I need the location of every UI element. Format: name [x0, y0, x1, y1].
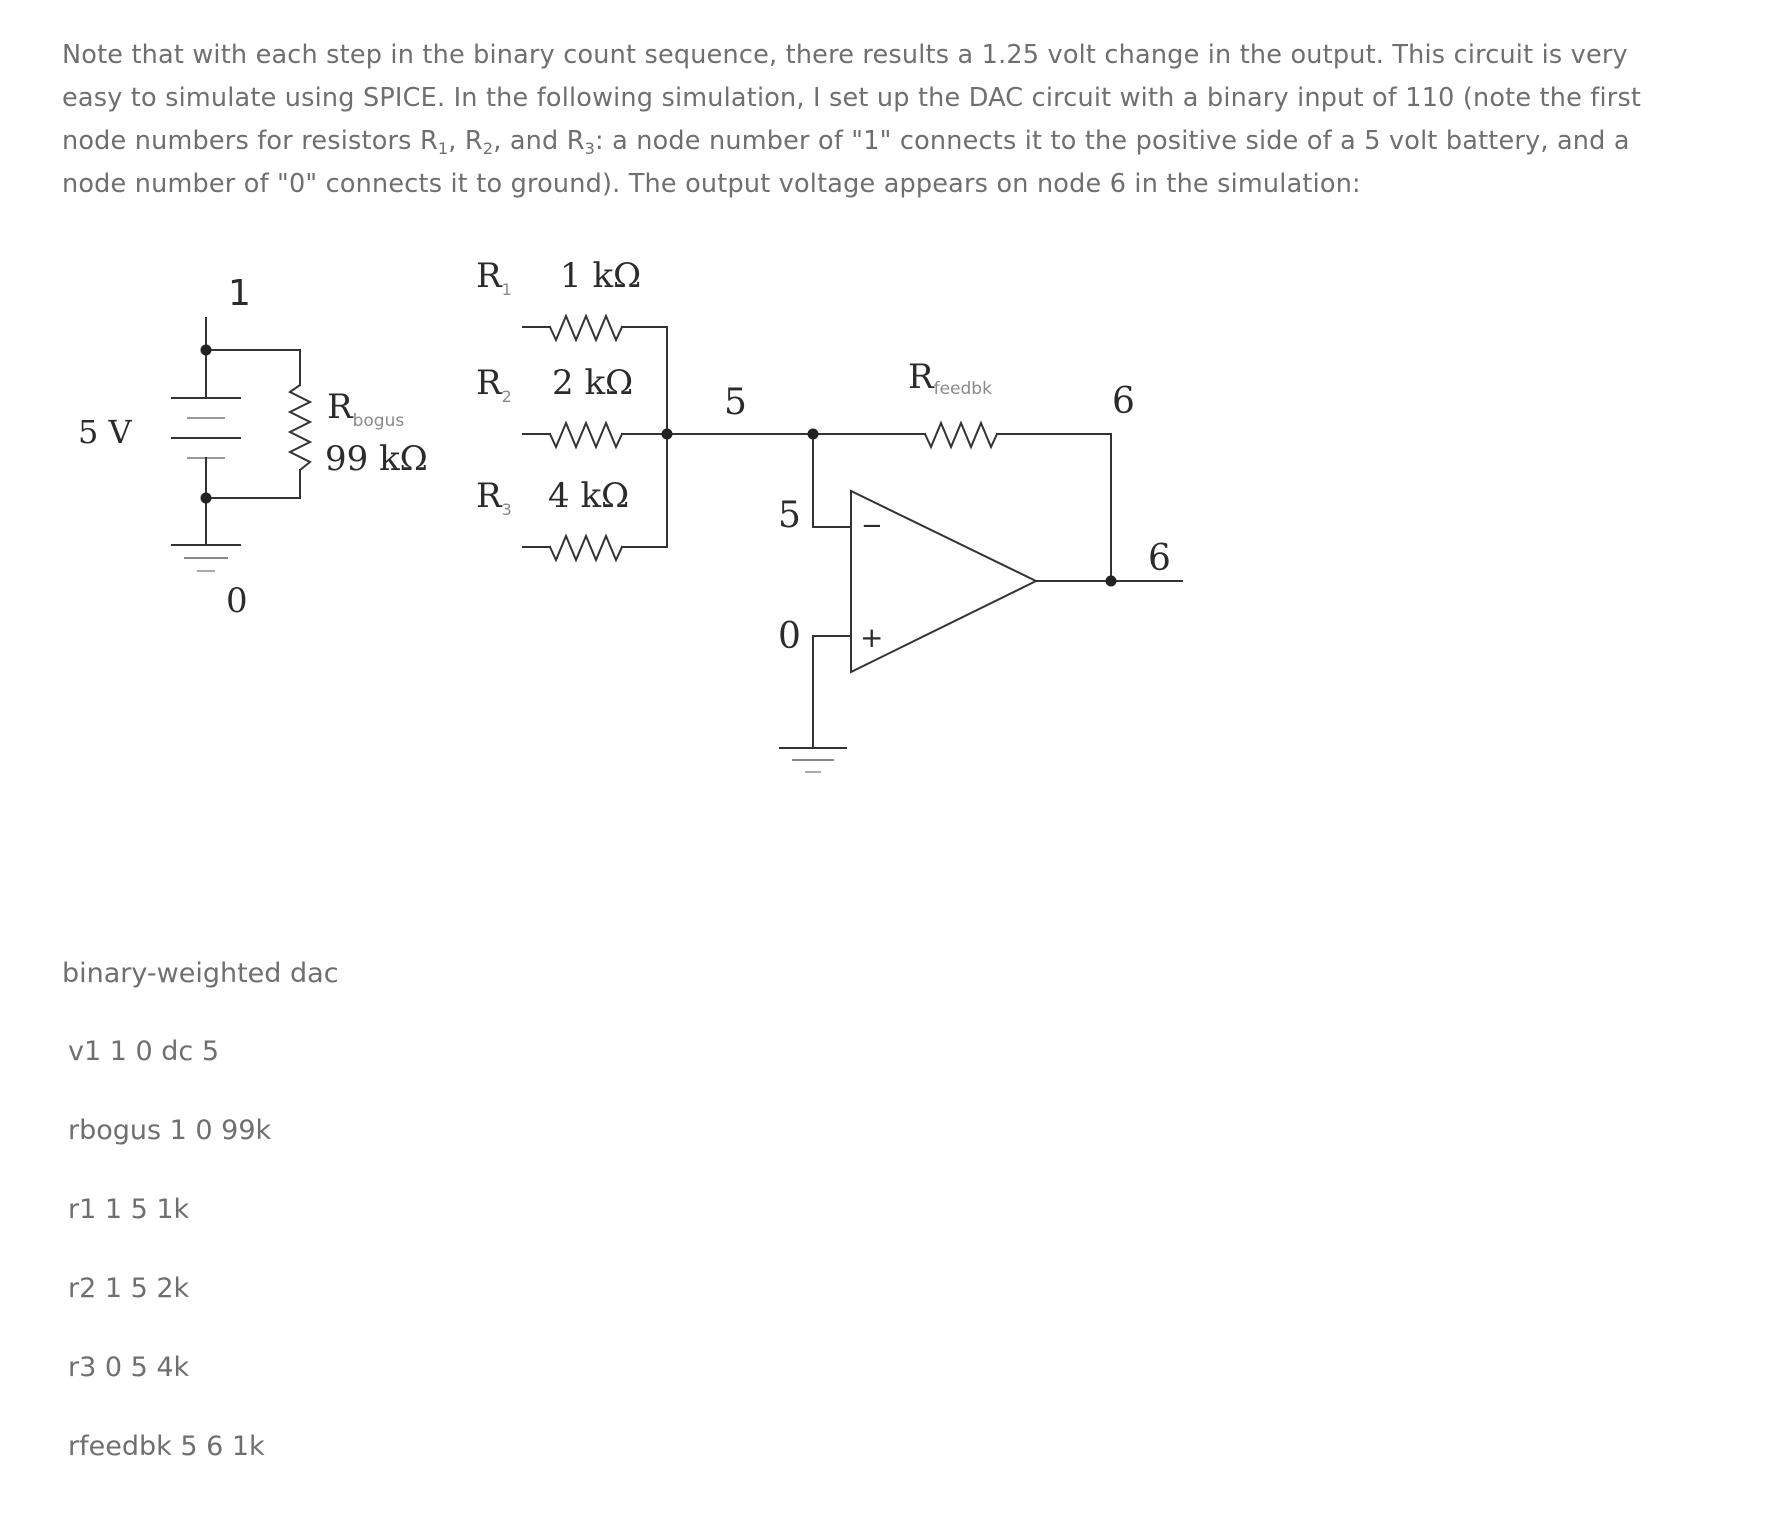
- r2-sub: 2: [501, 387, 512, 406]
- paragraph-line-3-part-d: : a node number of "1" connects it to the positive side of a 5 volt battery, and a: [595, 126, 1630, 156]
- rfeedbk-resistor-symbol: [925, 423, 997, 447]
- battery-voltage-label: 5 V: [78, 413, 132, 451]
- rfeedbk-designator: [908, 357, 992, 399]
- rbogus-designator: [327, 387, 404, 431]
- rbogus-subscript: bogus: [352, 411, 405, 431]
- r1-value-label: 1 kΩ: [560, 256, 642, 296]
- netlist-title: binary-weighted dac: [62, 958, 339, 989]
- node-0-input-label: 0: [778, 616, 801, 657]
- opamp-plus-sign: +: [860, 621, 884, 654]
- battery-ground-symbol: [172, 545, 240, 571]
- r2-value-label: 2 kΩ: [552, 363, 634, 403]
- r2-r: R: [476, 363, 502, 403]
- junction-node-0: [201, 493, 212, 504]
- junction-node-1: [201, 345, 212, 356]
- r3-subscript: 3: [584, 139, 596, 158]
- r3-sub: 3: [501, 500, 512, 519]
- node-5-top-label: 5: [724, 382, 747, 423]
- junction-summing: [662, 429, 673, 440]
- node-1-label: 1: [228, 273, 251, 314]
- r3-designator: [476, 476, 512, 519]
- netlist-line: v1 1 0 dc 5: [68, 1036, 220, 1067]
- netlist-line: rbogus 1 0 99k: [68, 1115, 272, 1146]
- r3-r: R: [476, 476, 502, 516]
- opamp-minus-sign: −: [861, 511, 883, 541]
- r1-r: R: [476, 256, 502, 296]
- rbogus-r: R: [327, 387, 353, 427]
- battery-symbol: [172, 398, 240, 458]
- r1-sub: 1: [501, 280, 512, 299]
- opamp-ground-symbol: [780, 748, 846, 772]
- rfeedbk-subscript: feedbk: [933, 379, 992, 399]
- feedback-path: [813, 423, 1111, 581]
- junction-node-5: [808, 429, 819, 440]
- node-6-output-label: 6: [1148, 538, 1171, 579]
- node-5-input-label: 5: [778, 495, 801, 536]
- rbogus-value-label: 99 kΩ: [325, 439, 428, 479]
- netlist-line: rfeedbk 5 6 1k: [68, 1431, 265, 1462]
- r1-designator: [476, 256, 512, 299]
- battery-node-0-label: 0: [226, 581, 248, 621]
- r3-value-label: 4 kΩ: [548, 476, 630, 516]
- paragraph-line-2: easy to simulate using SPICE. In the following simulation, I set up the DAC circuit with a binary input of 110 (note the first: [62, 83, 1642, 113]
- paragraph-line-3-part-b: , R: [448, 126, 483, 156]
- r2-subscript: 2: [482, 139, 494, 158]
- junction-node-6: [1106, 576, 1117, 587]
- paragraph-line-1: Note that with each step in the binary count sequence, there results a 1.25 volt change in the output. This circuit is very: [62, 40, 1628, 70]
- r1-resistor-symbol: [550, 316, 622, 340]
- r2-resistor-symbol: [550, 423, 622, 447]
- paragraph-line-3-part-a: node numbers for resistors R: [62, 126, 438, 156]
- rfeedbk-r: R: [908, 357, 934, 397]
- netlist-line: r3 0 5 4k: [68, 1352, 190, 1383]
- battery-circuit: [172, 318, 310, 571]
- netlist-line: r1 1 5 1k: [68, 1194, 190, 1225]
- r2-designator: [476, 363, 512, 406]
- paragraph-line-3-part-c: , and R: [493, 126, 585, 156]
- r1-subscript: 1: [437, 139, 449, 158]
- netlist-line: r2 1 5 2k: [68, 1273, 190, 1304]
- node-6-top-label: 6: [1112, 381, 1135, 422]
- paragraph-line-4: node number of "0" connects it to ground). The output voltage appears on node 6 in the simulation:: [62, 169, 1361, 199]
- op-amp: [780, 434, 1182, 772]
- r3-resistor-symbol: [550, 536, 622, 560]
- rbogus-resistor-symbol: [290, 385, 310, 470]
